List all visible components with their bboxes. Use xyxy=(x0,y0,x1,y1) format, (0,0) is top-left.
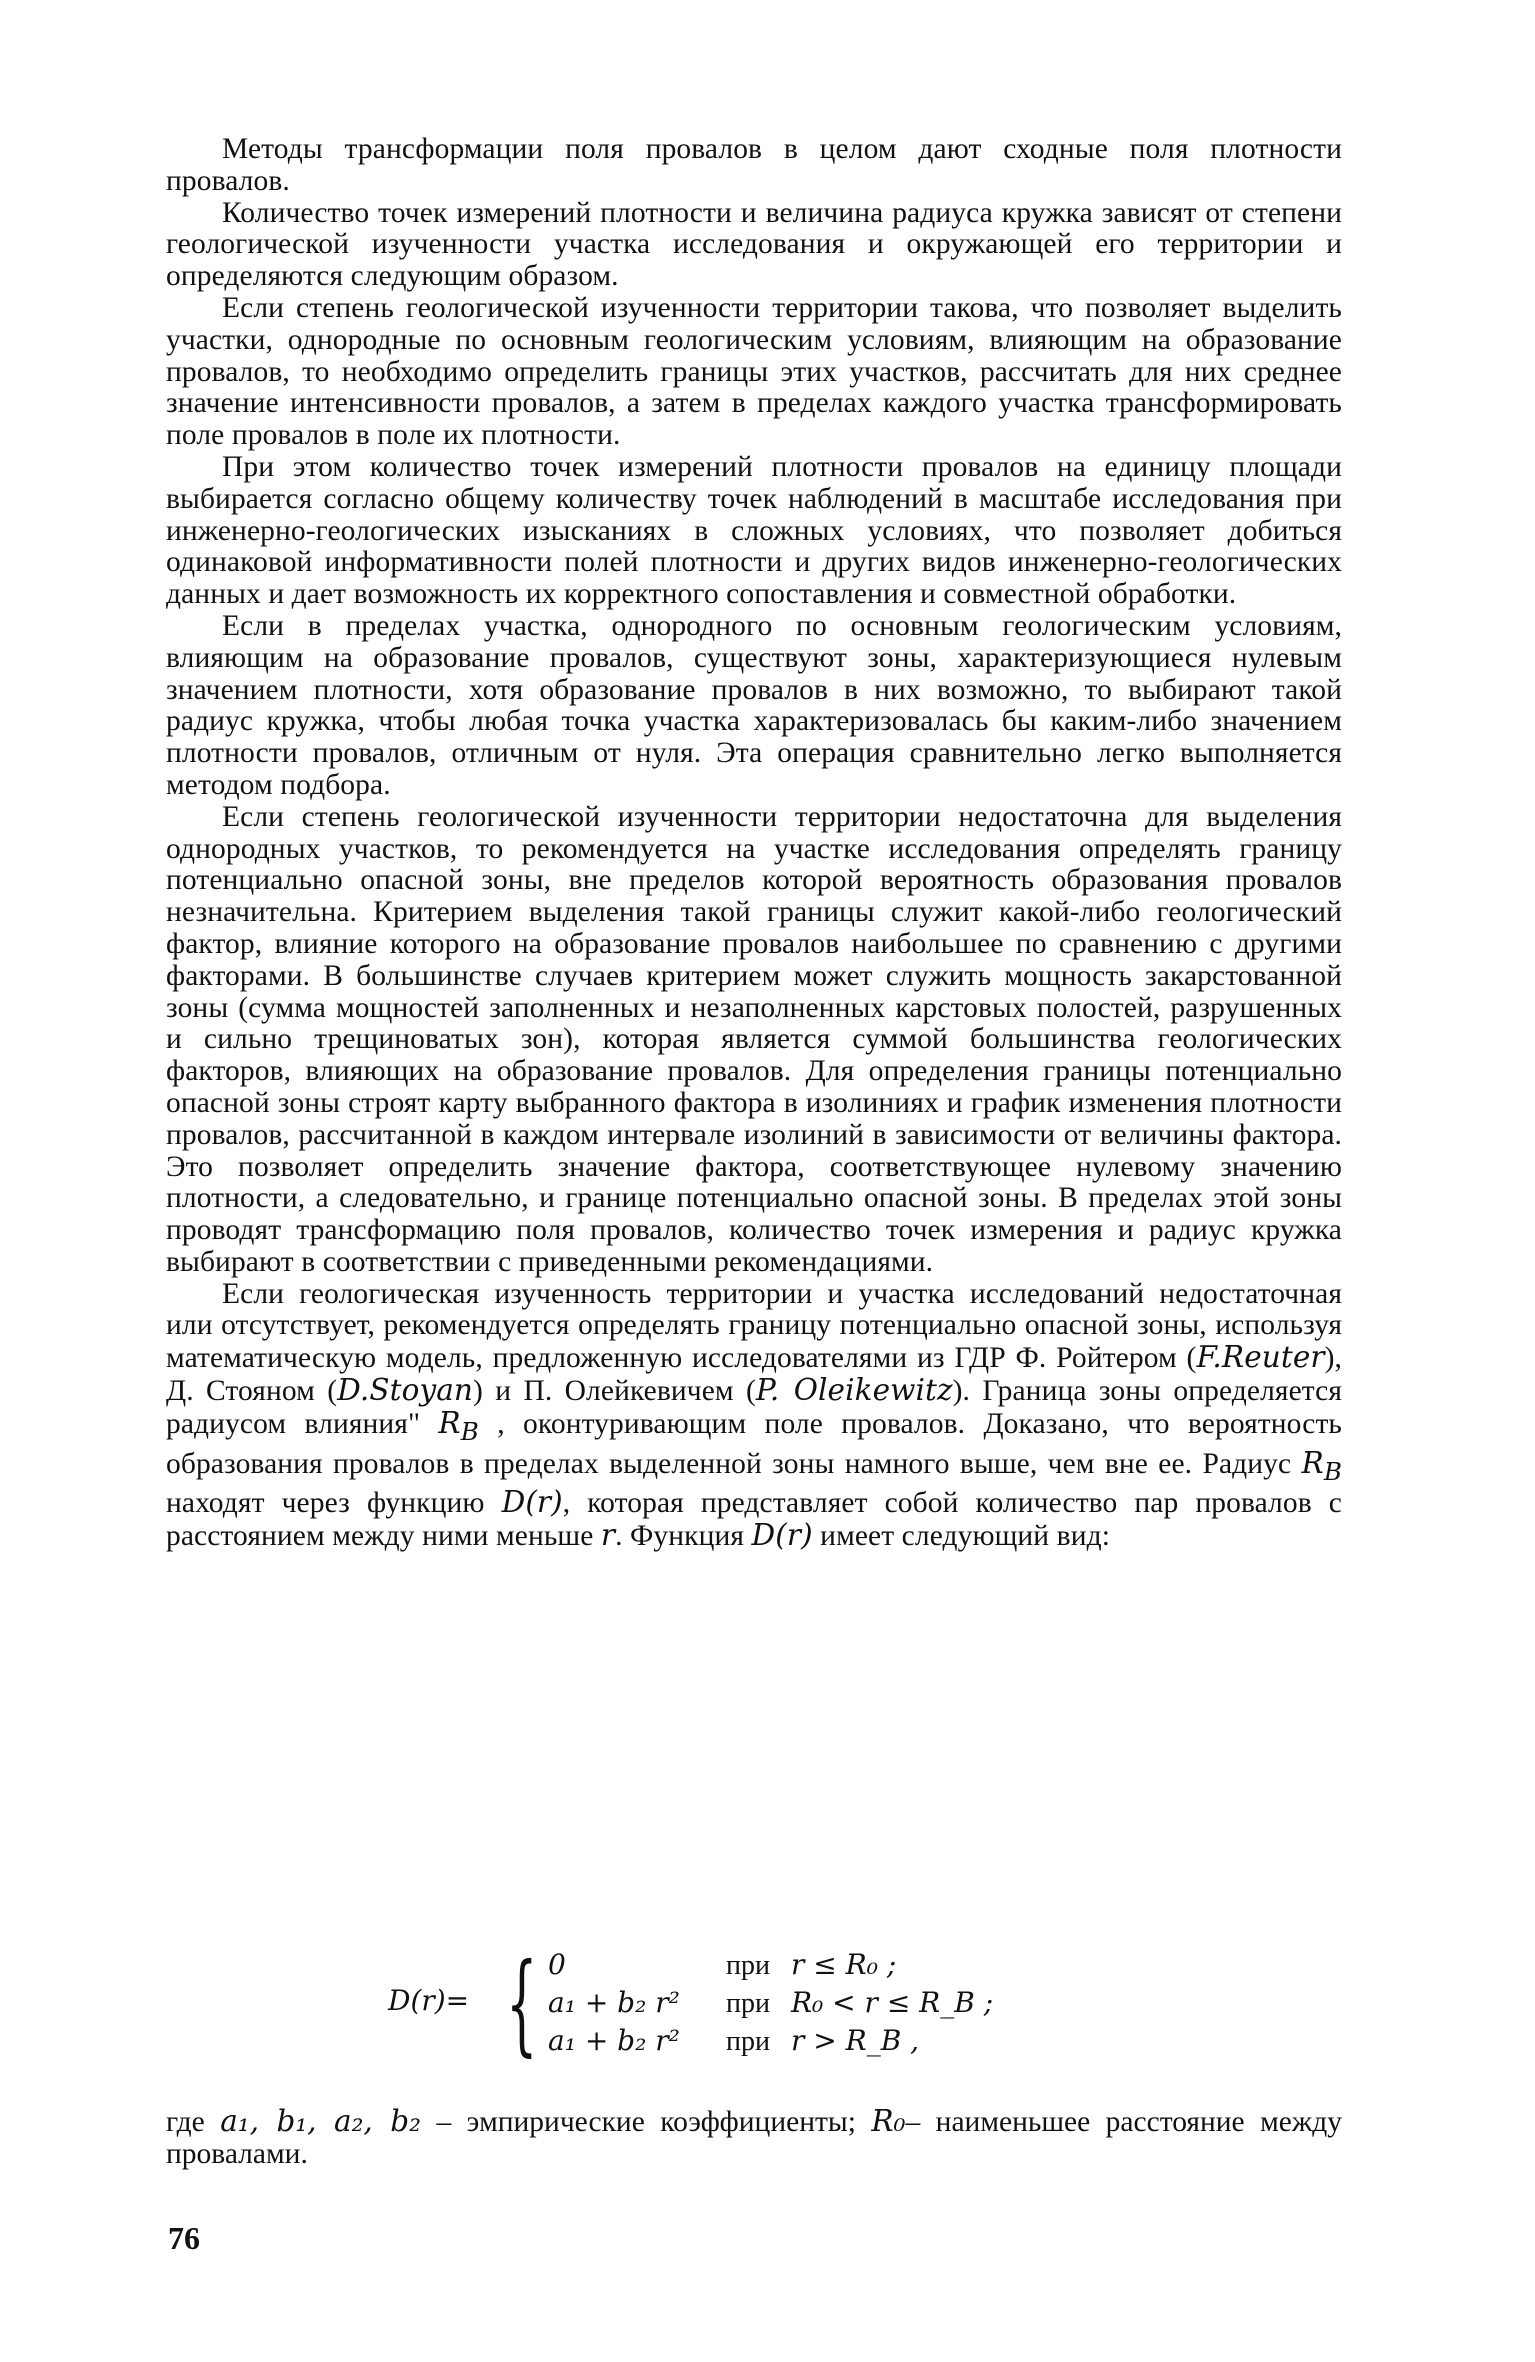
formula-condition: при R₀ < r ≤ R_B ; xyxy=(726,1986,994,2019)
coefficients: a₁, b₁, a₂, b₂ xyxy=(220,2104,421,2138)
formula-value: a₁ + b₂ r² xyxy=(548,2024,680,2057)
formula-value: 0 xyxy=(548,1948,566,1981)
rb-symbol-1: $R_B$ xyxy=(438,1405,479,1446)
where-clause: где a₁, b₁, a₂, b₂ – эмпирические коэффициенты; R₀– наименьшее расстояние между провалами. xyxy=(166,2104,1343,2170)
paragraph-3: Если степень геологической изученности территории такова, что позволяет выделить участки, однородные по основным геологическим условиям, влияющим на образование провалов, то необходимо определить границы этих участков, рассчитать для них среднее значение интенсивности провалов, а затем в пределах каждого участка трансформировать поле провалов в поле их плотности. xyxy=(166,291,1342,452)
paragraph-2: Количество точек измерений плотности и величина радиуса кружка зависят от степени геологической изученности участка исследования и окружающей его территории и определяются следующим образом. xyxy=(166,196,1342,293)
p7-part6: находят через функцию xyxy=(166,1487,502,1520)
p7-part8: . Функция xyxy=(615,1520,752,1553)
formula-lhs: D(r)= xyxy=(388,1984,470,2017)
p7-part3: ) и П. Олейкевичем ( xyxy=(473,1375,756,1408)
paragraph-4: При этом количество точек измерений плотности провалов на единицу площади выбирается согласно общему количеству точек наблюдений в масштабе исследования при инженерно-геологических изысканиях в сложных условиях, что позволяет добиться одинаковой информативности полей плотности и других видов инженерно-геологических данных и дает возможность их корректного сопоставления и совместной обработки. xyxy=(166,450,1342,611)
p7-part4: ). Граница зоны определяется радиусом влияния" xyxy=(166,1375,1342,1440)
p7-part1: Если геологическая изученность территории и участка исследований недостаточная или отсутствует, рекомендуется определять границу потенциально опасной зоны, используя математическую модель, предложенную исследователями из ГДР Ф. Ройтером ( xyxy=(166,1277,1342,1375)
rb-symbol-2: $R_B$ xyxy=(1301,1445,1342,1486)
paragraph-1: Методы трансформации поля провалов в целом дают сходные поля плотности провалов. xyxy=(166,133,1342,197)
reuter-name: F.Reuter xyxy=(1196,1340,1325,1375)
stoyan-name: D.Stoyan xyxy=(337,1373,474,1408)
dr-symbol-1: D(r) xyxy=(501,1485,563,1520)
p7-part5: , оконтуривающим поле провалов. Доказано, что вероятность образования провалов в пределах выделенной зоны намного выше, чем вне ее. Радиус xyxy=(166,1407,1342,1480)
page-number: 76 xyxy=(168,2220,200,2256)
paragraph-5: Если в пределах участка, однородного по основным геологическим условиям, влияющим на образование провалов, существуют зоны, характеризующиеся нулевым значением плотности, хотя образование провалов в них возможно, то выбирают такой радиус кружка, чтобы любая точка участка характеризовалась бы каким-либо значением плотности провалов, отличным от нуля. Эта операция сравнительно легко выполняется методом подбора. xyxy=(166,609,1342,801)
formula-condition: при r ≤ R₀ ; xyxy=(726,1948,897,1981)
formula-value: a₁ + b₂ r² xyxy=(548,1986,680,2019)
formula-condition: при r > R_B , xyxy=(726,2024,920,2057)
paragraph-6: Если степень геологической изученности территории недостаточна для выделения однородных участков, то рекомендуется на участке исследования определять границу потенциально опасной зоны, вне пределов которой вероятность образования провалов незначительна. Критерием выделения такой границы служит какой-либо геологический фактор, влияние которого на образование провалов наибольшее по сравнению с другими факторами. В большинстве случаев критерием может служить мощность закарстованной зоны (сумма мощностей заполненных и незаполненных карстовых полостей, разрушенных и сильно трещиноватых зон), которая является суммой большинства геологических факторов, влияющих на образование провалов. Для определения границы потенциально опасной зоны строят карту выбранного фактора в изолиниях и график изменения плотности провалов, рассчитанной в каждом интервале изолиний в зависимости от величины фактора. Это позволяет определить значение фактора, соответствующее нулевому значению плотности, а следовательно, и границе потенциально опасной зоны. В пределах этой зоны проводят трансформацию поля провалов, количество точек измерения и радиус кружка выбирают в соответствии с приведенными рекомендациями. xyxy=(166,800,1342,1278)
r-symbol: r xyxy=(600,1518,616,1553)
oleikewitz-name: P. Oleikewitz xyxy=(755,1373,953,1408)
paragraph-7 xyxy=(166,1279,1342,1553)
r0-symbol: R₀ xyxy=(871,2104,906,2138)
dr-symbol-2: D(r) xyxy=(751,1518,813,1553)
text-body xyxy=(166,134,1342,1553)
p7-part7: , которая представляет собой количество пар провалов с расстоянием между ними меньше xyxy=(166,1487,1342,1553)
p7-part2: ), Д. Стояном ( xyxy=(166,1342,1342,1408)
p7-part9: имеет следующий вид: xyxy=(812,1520,1110,1553)
piecewise-formula xyxy=(388,1939,1108,2068)
formula-brace: { xyxy=(506,1939,538,2067)
